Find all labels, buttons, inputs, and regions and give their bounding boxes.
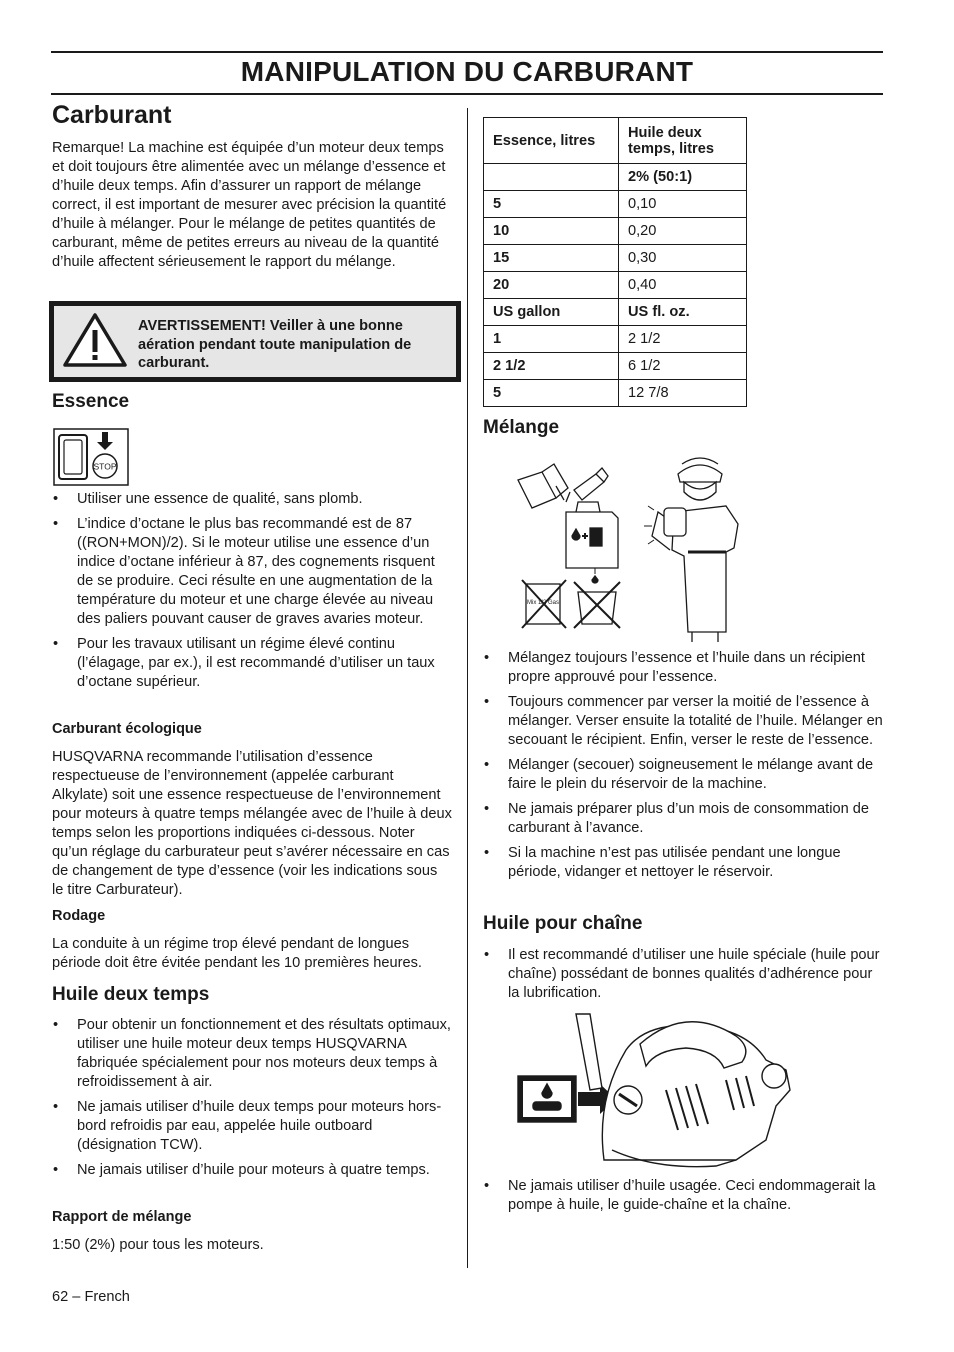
table-row <box>484 353 747 380</box>
page-title: MANIPULATION DU CARBURANT <box>240 56 694 87</box>
table-row <box>484 299 747 326</box>
list-item: • Ne jamais préparer plus d’un mois de consommation de carburant à l’avance. <box>483 800 883 838</box>
table-cell: 0,10 <box>619 191 747 218</box>
table-row <box>484 218 747 245</box>
table-cell: US gallon <box>484 299 619 326</box>
list-item: • Il est recommandé d’utiliser une huile spéciale (huile pour chaîne) possédant de bonnes qualités d’adhérence pour la lubrification. <box>483 946 883 1003</box>
list-item: • Ne jamais utiliser d’huile pour moteurs à quatre temps. <box>52 1161 452 1180</box>
chaine-bullet-list <box>483 946 883 1009</box>
page-footer: 62 – French <box>52 1289 130 1305</box>
chainsaw-oil-tank-illustration <box>516 1010 808 1176</box>
title-underline <box>51 93 883 95</box>
table-cell: 10 <box>484 218 619 245</box>
table-row <box>484 245 747 272</box>
column-divider <box>467 108 468 1268</box>
chaine-final-bullet-list <box>483 1177 883 1221</box>
table-row <box>484 118 747 164</box>
table-row <box>484 272 747 299</box>
rodage-paragraph: La conduite à un régime trop élevé pendant de longues période doit être évitée pendant les 10 premières heures. <box>52 936 422 971</box>
subtitle-huile-pour-chaine: Huile pour chaîne <box>483 913 643 934</box>
subtitle-rodage: Rodage <box>52 908 106 924</box>
table-header-cell: Huile deux temps, litres <box>619 118 747 164</box>
table-cell: 0,20 <box>619 218 747 245</box>
fuel-stop-icon <box>53 428 129 486</box>
huile-bullet-list <box>52 1016 452 1186</box>
subtitle-huile-deux-temps: Huile deux temps <box>52 984 210 1005</box>
table-cell: 12 7/8 <box>619 380 747 407</box>
table-row <box>484 191 747 218</box>
list-item: • Pour les travaux utilisant un régime élevé continu (l’élagage, par ex.), il est recommandé d’utiliser un taux d’octane supérieur. <box>52 635 452 692</box>
list-item: • Ne jamais utiliser d’huile usagée. Ceci endommagerait la pompe à huile, le guide-chaîne et la chaîne. <box>483 1177 883 1215</box>
list-item: • Utiliser une essence de qualité, sans plomb. <box>52 490 452 509</box>
table-cell <box>484 164 619 191</box>
list-item: • Ne jamais utiliser d’huile deux temps pour moteurs hors-bord refroidis par eau, appelée huile outboard (désignation TCW). <box>52 1098 452 1155</box>
section-title-carburant: Carburant <box>52 101 172 129</box>
subtitle-melange: Mélange <box>483 417 560 438</box>
essence-bullet-list <box>52 490 452 698</box>
table-cell: 2% (50:1) <box>619 164 747 191</box>
subtitle-essence: Essence <box>52 391 130 412</box>
table-cell: 1 <box>484 326 619 353</box>
table-cell: 15 <box>484 245 619 272</box>
table-cell: 6 1/2 <box>619 353 747 380</box>
stop-icon-label: STOP <box>93 461 117 472</box>
table-cell: 5 <box>484 191 619 218</box>
table-cell: 2 1/2 <box>484 353 619 380</box>
warning-triangle-icon <box>62 312 128 368</box>
table-cell: 2 1/2 <box>619 326 747 353</box>
list-item: • Si la machine n’est pas utilisée pendant une longue période, vidanger et nettoyer le réservoir. <box>483 844 883 882</box>
table-header-cell: Essence, litres <box>484 118 619 164</box>
list-item: • L’indice d’octane le plus bas recommandé est de 87 ((RON+MON)/2). Si le moteur utilise une essence d’un indice d’octane inférieur à 87, des cognements risquent de se produire. Ceci résulte en une augmentation de la température du moteur et une charge élevée au niveau des paliers pouvant causer de graves avaries moteur. <box>52 515 452 629</box>
list-item: • Mélanger (secouer) soigneusement le mélange avant de faire le plein du réservoir de la machine. <box>483 756 883 794</box>
list-item: • Toujours commencer par verser la moitié de l’essence à mélanger. Verser ensuite la totalité de l’huile. Mélanger en secouant le récipient. Enfin, verser le reste de l’essence. <box>483 693 883 750</box>
table-row <box>484 380 747 407</box>
fuel-mix-table <box>483 117 747 407</box>
can-label: Mix 1/2 Gas <box>526 600 560 606</box>
table-cell: 20 <box>484 272 619 299</box>
table-cell: 0,40 <box>619 272 747 299</box>
melange-bullet-list <box>483 649 883 888</box>
eco-paragraph: HUSQVARNA recommande l’utilisation d’essence respectueuse de l’environnement (appelée carburant Alkylate) soit une essence respectueuse de l’environnement pour moteurs à quatre temps mélangée avec de l’huile à deux temps selon les proportions indiquées ci-dessous. Noter qu’un réglage du carburateur peut s’avérer nécessaire en cas de changement de type d’essence (voir les indications sous le titre Carburateur). <box>52 749 452 898</box>
table-row <box>484 164 747 191</box>
list-item: • Mélangez toujours l’essence et l’huile dans un récipient propre approuvé pour l’essence. <box>483 649 883 687</box>
top-rule <box>51 51 883 53</box>
subtitle-rapport-melange: Rapport de mélange <box>52 1209 192 1225</box>
table-row <box>484 326 747 353</box>
table-cell: 5 <box>484 380 619 407</box>
intro-paragraph: Remarque! La machine est équipée d’un moteur deux temps et doit toujours être alimentée avec un mélange d’essence et d’huile deux temps. Afin d’assurer un rapport de mélange correct, il est important de mesurer avec précision la quantité d’huile à mélanger. Pour le mélange de petites quantités de carburant, même de petites erreurs au niveau de la quantité d’huile affectent sérieusement le rapport du mélange. <box>52 140 447 270</box>
list-item: • Pour obtenir un fonctionnement et des résultats optimaux, utiliser une huile moteur deux temps HUSQVARNA fabriquée spécialement pour nos moteurs deux temps à refroidissement à air. <box>52 1016 452 1092</box>
ratio-paragraph: 1:50 (2%) pour tous les moteurs. <box>52 1237 264 1253</box>
warning-text: AVERTISSEMENT! Veiller à une bonne aération pendant toute manipulation de carburant. <box>138 318 412 371</box>
table-cell: US fl. oz. <box>619 299 747 326</box>
subtitle-carburant-ecologique: Carburant écologique <box>52 721 202 737</box>
fuel-mixing-illustration <box>512 452 752 644</box>
table-cell: 0,30 <box>619 245 747 272</box>
warning-box <box>49 301 461 382</box>
